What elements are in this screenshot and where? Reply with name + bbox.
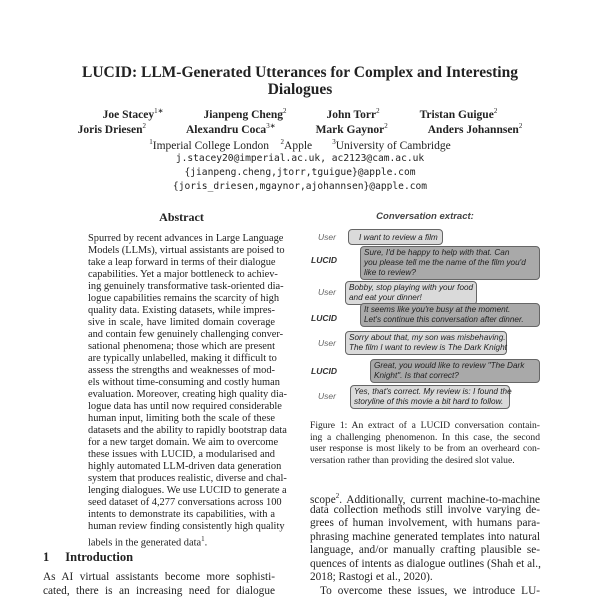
message-line: It seems like you're busy at the moment. [364,305,511,314]
body-line-continuation: To overcome these issues, we introduce LU- [320,585,540,597]
abstract-line: Spurred by recent advances in Large Language [88,233,284,244]
author-name: Mark Gaynor [315,123,385,136]
speaker-label-lucid: LUCID [311,255,337,265]
abstract-line: these issues with LUCID, a modularised and [88,449,275,460]
abstract-line [88,533,275,549]
abstract-line: are typically unlabelled, making it difficult to [88,353,277,364]
authors-row [0,122,600,136]
author [420,109,498,121]
caption-line: Figure 1: An extract of a LUCID conversation contain- [310,420,540,431]
speaker-label-lucid: LUCID [311,366,337,376]
author-name: John Torr [326,108,377,121]
figure-heading: Conversation extract: [376,211,474,222]
intro-line: cated, there is an increasing need for dialogue [43,585,275,597]
abstract-line: intents to demonstrate its capabilities, with a [88,509,275,520]
author-name: Tristan Guigue [419,108,494,121]
abstract-line: ing genuinely transformative task-oriented dia- [88,281,284,292]
author [428,124,523,136]
assistant-message-bubble [360,246,540,280]
author-mark: 2 [493,107,498,115]
author-mark: 2 [384,122,388,130]
speaker-label-user: User [318,391,336,401]
abstract-line: sive in scale, have limited domain coverage [88,317,275,328]
author-name: Alexandru Coca [186,123,267,136]
email-line: j.stacey20@imperial.ac.uk, ac2123@cam.ac.uk [175,153,425,164]
abstract-line: for a new target domain. We aim to overcome [88,437,279,448]
speaker-label-user: User [318,287,336,297]
abstract-line: logue data has until now required considerable [88,401,282,412]
abstract-line: Models (LLMs), virtual assistants are poised to [88,245,285,256]
abstract-line: human review finding consistently high quality [88,521,285,532]
abstract-line: take a leap forward in terms of their dialogue [88,257,276,268]
abstract-line: lenging dialogues. We use LUCID to generate a [88,485,287,496]
user-message-bubble [348,229,443,245]
author [78,124,146,136]
author [103,109,164,121]
abstract-heading: Abstract [159,210,204,224]
affiliation: Imperial College London [152,139,270,152]
abstract-line: els without time-consuming and costly human [88,377,280,388]
user-message-bubble [345,281,477,305]
speaker-label-user: User [318,232,336,242]
abstract-text-end: labels in the generated data [88,537,202,549]
message-line: like to review? [364,268,416,277]
user-message-bubble [350,385,510,409]
abstract-line: evaluation. Moreover, creating high quality dia- [88,389,287,400]
abstract-line: and contain few genuinely challenging conver- [88,329,284,340]
author [203,109,286,121]
body-line: phrasing machine generated templates into natural [310,530,540,543]
body-line: grees of human involvement, with humans para- [310,517,540,529]
message-line: Knight". Is that correct? [374,371,459,380]
body-text: . Additionally, current machine-to-machine [339,493,540,506]
author-mark: 2 [376,107,380,115]
author-name: Joe Stacey [102,108,155,121]
authors-row [0,107,600,121]
abstract-line: seed dataset of 4,277 conversations across 100 [88,497,282,508]
speaker-label-user: User [318,338,336,348]
author-mark: 3∗ [266,122,276,130]
abstract-line: human input, limiting both the scale of these [88,413,275,424]
affiliation: Apple [284,139,313,152]
section-title: Introduction [65,550,134,564]
message-line: I want to review a film [359,233,438,242]
paper-title-line-2: Dialogues [267,81,333,98]
message-line: Bobby, stop playing with your food [349,283,474,292]
email-line: {jianpeng.cheng,jtorr,tguigue}@apple.com [184,167,416,178]
author-name: Jianpeng Cheng [203,108,284,121]
section-heading-introduction [43,550,133,565]
message-line: and eat your dinner! [349,293,422,302]
assistant-message-bubble [360,303,540,327]
abstract-line: sational phenomena; those which are present [88,341,275,352]
body-text: scope [310,493,336,506]
affil-mark: 3 [332,138,336,146]
message-line: storyline of this movie a bit hard to follow. [354,397,504,406]
abstract-line: assess the strengths and weaknesses of mod- [88,365,275,376]
abstract-line: system that produces realistic, diverse and chal- [88,473,287,484]
author [186,124,276,136]
intro-line: As AI virtual assistants become more sophisti- [43,571,275,583]
body-line: language, and/or manually crafting plausible se- [310,544,540,556]
abstract-line: highly automated LLM-driven data generation [88,461,282,472]
affiliations [0,138,600,152]
footnote-mark: 2 [335,492,340,500]
abstract-line: quality data. Existing datasets, while impres- [88,305,275,316]
author-mark: 2 [283,107,287,115]
email-line: {joris_driesen,mgaynor,ajohannsen}@apple.com [172,181,428,192]
footnote-mark: 1 [201,535,205,543]
assistant-message-bubble [370,359,540,383]
abstract-line: datasets and the ability to rapidly bootstrap data [88,425,287,436]
affil-mark: 1 [149,138,153,146]
affiliation: University of Cambridge [335,139,451,152]
speaker-label-lucid: LUCID [311,313,337,323]
paper-title-line-1: LUCID: LLM-Generated Utterances for Complex and Interesting [82,64,518,81]
body-line: data collection methods still involve varying de- [310,503,540,516]
message-line: Sorry about that, my son was misbehaving. [349,333,506,342]
abstract-line: logue capabilities remains the scarcity of high [88,293,280,304]
author-name: Joris Driesen [77,123,143,136]
section-number: 1 [43,550,50,564]
body-line: 2018; Rastogi et al., 2020). [310,571,433,583]
message-line: The film I want to review is The Dark Knight [349,343,507,352]
body-line: quences of intents as dialogue outlines (Shah et al., [310,557,541,570]
author [327,109,380,121]
author-mark: 1∗ [154,107,164,115]
author-mark: 2 [518,122,523,130]
message-line: you please tell me the name of the film you'd [364,258,526,267]
affil-mark: 2 [280,138,285,146]
message-line: Great, you would like to review "The Dark [374,361,525,370]
caption-line: ing a challenging phenomenon. In this case, the second [310,431,540,443]
message-line: Let's continue this conversation after dinner. [364,315,524,324]
author-mark: 2 [142,122,146,130]
abstract-line: capabilities. Yet a major bottleneck to achiev- [88,269,278,280]
message-line: Yes, that's correct. My review is: I found the [354,387,512,396]
abstract-period: . [204,537,208,549]
author [316,124,388,136]
caption-line: versation rather than providing the desired slot value. [310,455,515,467]
author-name: Anders Johannsen [427,123,519,136]
user-message-bubble [345,331,507,355]
message-line: Sure, I'd be happy to help with that. Can [364,248,510,257]
caption-line: user response is most likely to be from an overheard con- [310,443,540,455]
